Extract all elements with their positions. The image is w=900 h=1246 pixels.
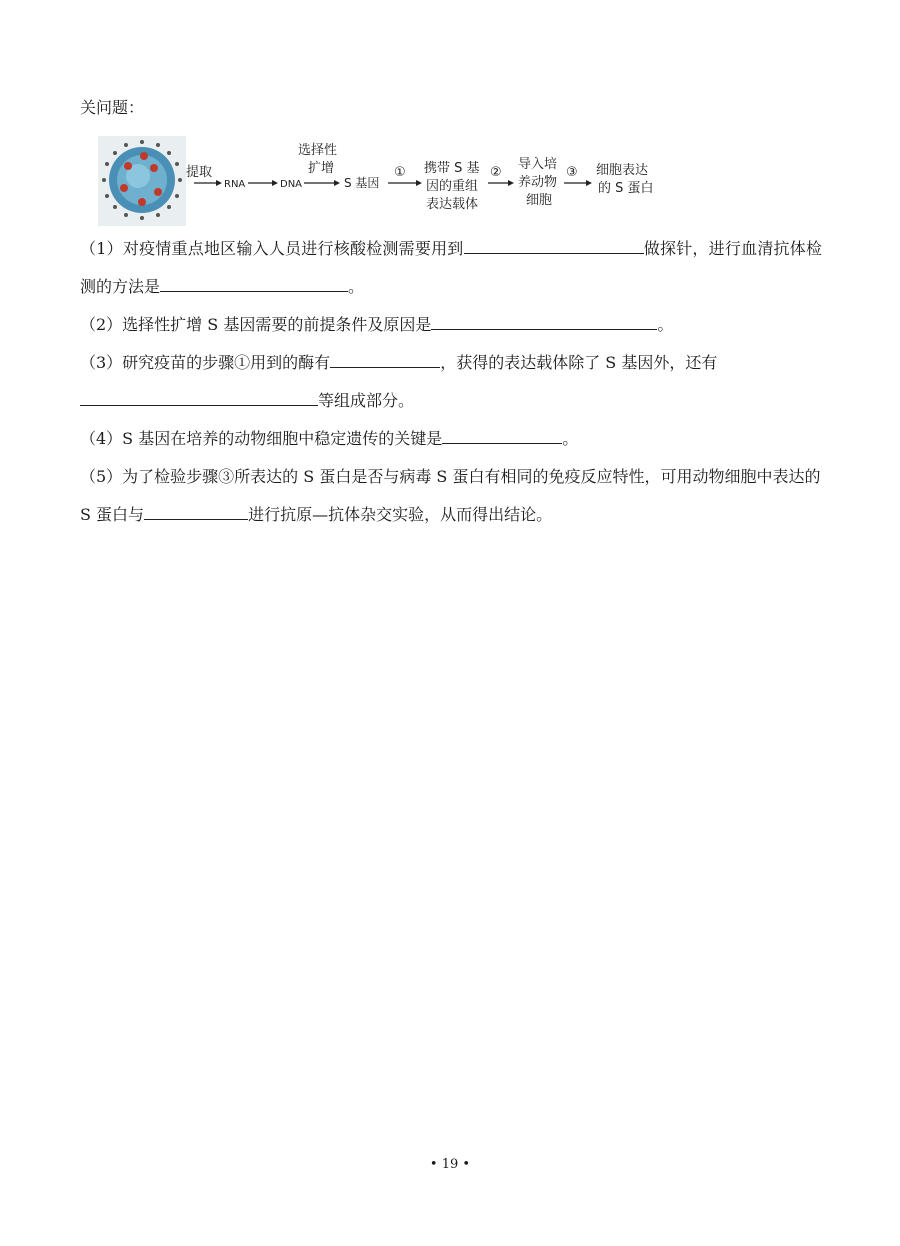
label-dna: DNA	[280, 179, 303, 190]
virus-image	[98, 136, 186, 226]
q4-text-b: 。	[562, 429, 579, 448]
q1-text-a: （1）对疫情重点地区输入人员进行核酸检测需要用到	[80, 239, 464, 258]
label-extract: 提取	[186, 165, 213, 180]
q3-blank-1[interactable]	[330, 349, 440, 368]
q5-text-a: （5）为了检验步骤③所表达的 S 蛋白是否与病毒 S 蛋白有相同的免疫反应特性，可用动物细胞中表达的 S 蛋白与	[80, 467, 821, 524]
q3-text-b: ，获得的表达载体除了 S 基因外，还有	[440, 353, 718, 372]
q5-blank-1[interactable]	[144, 501, 248, 520]
label-amplify-2: 扩增	[308, 161, 335, 176]
label-step2: ②	[490, 165, 502, 180]
q2-text-b: 。	[657, 315, 674, 334]
label-vector-1: 携带 S 基	[424, 161, 480, 176]
q1-text-c: 。	[348, 277, 365, 296]
label-s-gene: S 基因	[344, 176, 380, 190]
q4-blank-1[interactable]	[442, 425, 562, 444]
question-5	[80, 458, 822, 534]
q4-text-a: （4）S 基因在培养的动物细胞中稳定遗传的关键是	[80, 429, 443, 448]
label-vector-3: 表达载体	[426, 197, 479, 212]
label-vector-2: 因的重组	[426, 179, 479, 194]
label-express-1: 细胞表达	[596, 163, 649, 178]
label-cell-3: 细胞	[526, 193, 553, 208]
label-step3: ③	[566, 165, 578, 180]
label-cell-2: 养动物	[518, 175, 558, 190]
label-step1: ①	[394, 165, 406, 180]
label-rna: RNA	[224, 179, 246, 190]
label-cell-1: 导入培	[518, 157, 558, 172]
q1-text-b: 做探针，进行血清抗体检测的方法是	[80, 239, 822, 296]
q3-text-c: 等组成部分。	[318, 391, 415, 410]
question-1	[80, 230, 822, 306]
q1-blank-2[interactable]	[160, 273, 348, 292]
q2-blank-1[interactable]	[431, 311, 657, 330]
question-3	[80, 344, 822, 420]
q5-text-b: 进行抗原—抗体杂交实验，从而得出结论。	[248, 505, 553, 524]
q3-blank-2[interactable]	[80, 387, 318, 406]
intro-text: 关问题：	[80, 98, 145, 117]
q3-text-a: （3）研究疫苗的步骤①用到的酶有	[80, 353, 331, 372]
q2-text-a: （2）选择性扩增 S 基因需要的前提条件及原因是	[80, 315, 432, 334]
page-number: • 19 •	[429, 1157, 471, 1172]
q1-blank-1[interactable]	[464, 235, 644, 254]
question-2	[80, 306, 822, 344]
question-4	[80, 420, 822, 458]
label-express-2: 的 S 蛋白	[598, 181, 654, 196]
vaccine-flow-diagram	[98, 136, 678, 228]
label-amplify-1: 选择性	[298, 143, 338, 158]
